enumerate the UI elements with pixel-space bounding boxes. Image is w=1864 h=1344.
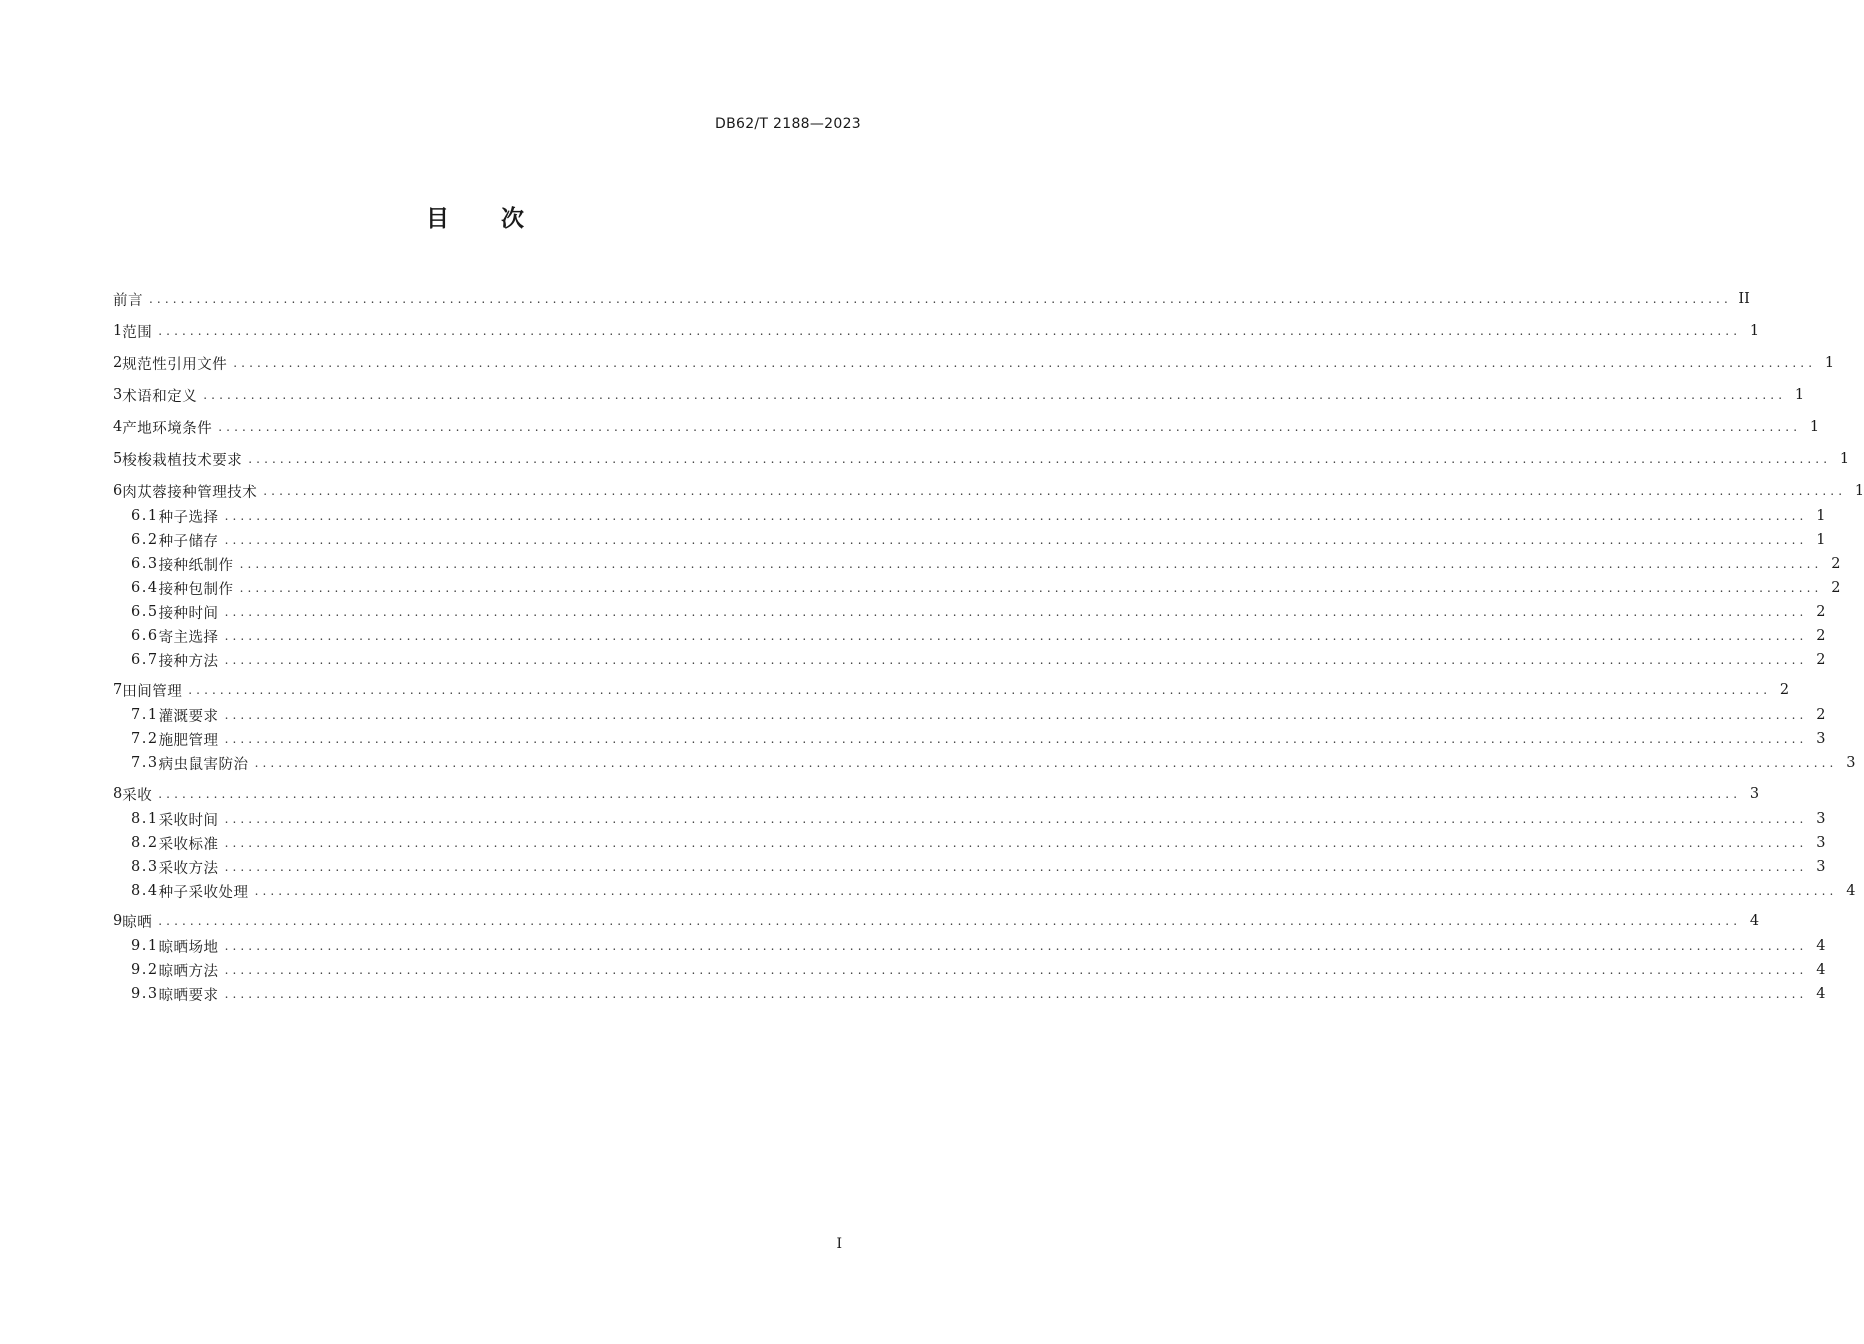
toc-entry-page: 1 (1816, 532, 1826, 548)
toc-dot-leader: ........................................................................................................................................................................................................ (218, 420, 1802, 434)
toc-dot-leader: ........................................................................................................................................................................................................ (239, 557, 1823, 571)
toc-entry[interactable] (113, 832, 1826, 854)
toc-entry-page: 4 (1816, 938, 1826, 954)
toc-entry-number: 6.7 (131, 652, 159, 668)
toc-entry-number: 2 (113, 355, 123, 371)
toc-entry-label: 术语和定义 (122, 388, 198, 405)
toc-entry-number: 5 (113, 451, 123, 467)
toc-entry[interactable] (113, 728, 1826, 750)
toc-entry[interactable] (113, 505, 1826, 527)
toc-entry-page: 4 (1846, 883, 1856, 899)
toc-entry[interactable] (113, 601, 1826, 623)
toc-dot-leader: ........................................................................................................................................................................................................ (224, 605, 1808, 619)
toc-entry-label: 采收时间 (158, 812, 219, 829)
toc-entry-label: 接种方法 (158, 653, 219, 670)
toc-entry-label: 寄主选择 (158, 629, 219, 646)
toc-entry[interactable] (113, 679, 1790, 701)
toc-entry-page: 3 (1846, 755, 1856, 771)
toc-entry[interactable] (113, 752, 1856, 774)
toc-dot-leader: ........................................................................................................................................................................................................ (149, 292, 1732, 306)
toc-entry-page: 1 (1839, 451, 1850, 467)
toc-entry[interactable] (113, 577, 1841, 599)
toc-entry-page: 2 (1831, 556, 1841, 572)
toc-dot-leader: ........................................................................................................................................................................................................ (233, 356, 1817, 370)
toc-entry-number: 9.3 (131, 986, 159, 1002)
toc-entry-label: 采收方法 (158, 860, 219, 877)
toc-entry-number: 8.4 (131, 883, 159, 899)
page-title-char-2: 次 (501, 206, 524, 232)
toc-entry-page: 1 (1749, 323, 1760, 339)
toc-entry-number: 6.1 (131, 508, 159, 524)
toc-entry-label: 种子储存 (158, 533, 219, 550)
toc-entry-label: 梭梭栽植技术要求 (122, 452, 243, 469)
toc-entry-page: 1 (1794, 387, 1805, 403)
page-title-char-1: 目 (426, 206, 449, 232)
toc-dot-leader: ........................................................................................................................................................................................................ (224, 860, 1808, 874)
toc-entry[interactable] (113, 384, 1805, 406)
toc-dot-leader: ........................................................................................................................................................................................................ (224, 836, 1808, 850)
toc-entry[interactable] (113, 288, 1750, 310)
toc-entry-number: 7.2 (131, 731, 159, 747)
toc-entry-number: 6 (113, 483, 123, 499)
toc-entry[interactable] (113, 910, 1760, 932)
toc-entry-label: 病虫鼠害防治 (158, 756, 249, 773)
toc-entry[interactable] (113, 935, 1826, 957)
toc-entry[interactable] (113, 352, 1835, 374)
toc-entry[interactable] (113, 856, 1826, 878)
toc-entry-page: 4 (1816, 986, 1826, 1002)
toc-entry-label: 规范性引用文件 (122, 356, 228, 373)
toc-entry-number: 7 (113, 682, 123, 698)
toc-entry[interactable] (113, 416, 1820, 438)
toc-entry-number: 7.3 (131, 755, 159, 771)
toc-entry-page: 2 (1816, 628, 1826, 644)
toc-entry-page: 3 (1749, 786, 1760, 802)
toc-entry-label: 种子选择 (158, 509, 219, 526)
toc-dot-leader: ........................................................................................................................................................................................................ (224, 509, 1808, 523)
page-title (0, 200, 950, 233)
toc-entry-page: 4 (1816, 962, 1826, 978)
toc-dot-leader: ........................................................................................................................................................................................................ (224, 708, 1808, 722)
toc-dot-leader: ........................................................................................................................................................................................................ (224, 987, 1808, 1001)
toc-entry[interactable] (113, 320, 1760, 342)
toc-entry-number: 8 (113, 786, 123, 802)
toc-entry-number: 9 (113, 913, 123, 929)
toc-entry-page: 1 (1816, 508, 1826, 524)
toc-dot-leader: ........................................................................................................................................................................................................ (224, 939, 1808, 953)
toc-entry-number: 4 (113, 419, 123, 435)
toc-entry-page: 2 (1816, 604, 1826, 620)
toc-entry-label: 田间管理 (122, 683, 183, 700)
toc-entry-page: 3 (1816, 811, 1826, 827)
toc-entry-label: 晾晒 (122, 914, 153, 931)
toc-entry-page: II (1738, 291, 1750, 307)
toc-entry-label: 接种时间 (158, 605, 219, 622)
toc-entry-label: 晾晒要求 (158, 987, 219, 1004)
toc-entry-number: 8.3 (131, 859, 159, 875)
toc-entry-label: 接种纸制作 (158, 557, 234, 574)
toc-entry-label: 灌溉要求 (158, 708, 219, 725)
toc-entry-number: 6.4 (131, 580, 159, 596)
toc-entry-label: 施肥管理 (158, 732, 219, 749)
toc-entry[interactable] (113, 959, 1826, 981)
toc-dot-leader: ........................................................................................................................................................................................................ (254, 756, 1838, 770)
toc-dot-leader: ........................................................................................................................................................................................................ (239, 581, 1823, 595)
toc-entry-page: 2 (1779, 682, 1790, 698)
toc-entry-page: 3 (1816, 835, 1826, 851)
toc-dot-leader: ........................................................................................................................................................................................................ (224, 732, 1808, 746)
toc-entry-page: 2 (1816, 707, 1826, 723)
toc-entry-label: 采收 (122, 787, 153, 804)
toc-dot-leader: ........................................................................................................................................................................................................ (188, 683, 1772, 697)
toc-entry-page: 4 (1749, 913, 1760, 929)
toc-dot-leader: ........................................................................................................................................................................................................ (248, 452, 1832, 466)
toc-entry[interactable] (113, 704, 1826, 726)
toc-entry-page: 1 (1809, 419, 1820, 435)
toc-entry[interactable] (113, 983, 1826, 1005)
toc-dot-leader: ........................................................................................................................................................................................................ (158, 914, 1742, 928)
toc-entry-page: 3 (1816, 859, 1826, 875)
toc-entry-number: 1 (113, 323, 123, 339)
toc-dot-leader: ........................................................................................................................................................................................................ (203, 388, 1787, 402)
toc-dot-leader: ........................................................................................................................................................................................................ (158, 324, 1742, 338)
toc-entry[interactable] (113, 553, 1841, 575)
toc-entry-page: 3 (1816, 731, 1826, 747)
toc-dot-leader: ........................................................................................................................................................................................................ (224, 963, 1808, 977)
toc-entry[interactable] (113, 783, 1760, 805)
toc-dot-leader: ........................................................................................................................................................................................................ (224, 812, 1808, 826)
toc-entry-number: 6.2 (131, 532, 159, 548)
toc-entry-number: 9.2 (131, 962, 159, 978)
page-number: I (836, 1236, 842, 1252)
toc-dot-leader: ........................................................................................................................................................................................................ (158, 787, 1742, 801)
toc-entry-label: 肉苁蓉接种管理技术 (122, 484, 258, 501)
toc-entry-number: 3 (113, 387, 123, 403)
toc-dot-leader: ........................................................................................................................................................................................................ (263, 484, 1847, 498)
toc-entry-page: 1 (1854, 483, 1864, 499)
toc-entry-number: 9.1 (131, 938, 159, 954)
toc-entry-label: 范围 (122, 324, 153, 341)
toc-dot-leader: ........................................................................................................................................................................................................ (224, 533, 1808, 547)
toc-entry-page: 1 (1824, 355, 1835, 371)
toc-entry-label: 晾晒方法 (158, 963, 219, 980)
toc-entry-number: 6.3 (131, 556, 159, 572)
toc-entry-label: 晾晒场地 (158, 939, 219, 956)
toc-entry-number: 7.1 (131, 707, 159, 723)
toc-entry-number: 6.6 (131, 628, 159, 644)
toc-entry-number: 6.5 (131, 604, 159, 620)
toc-entry-page: 2 (1816, 652, 1826, 668)
toc-entry-label: 前言 (113, 292, 143, 309)
toc-dot-leader: ........................................................................................................................................................................................................ (224, 629, 1808, 643)
document-code: DB62/T 2188—2023 (715, 116, 861, 132)
toc-entry[interactable] (113, 625, 1826, 647)
toc-entry-label: 采收标准 (158, 836, 219, 853)
toc-dot-leader: ........................................................................................................................................................................................................ (224, 653, 1808, 667)
toc-entry-number: 8.2 (131, 835, 159, 851)
toc-entry[interactable] (113, 649, 1826, 671)
toc-dot-leader: ........................................................................................................................................................................................................ (254, 884, 1838, 898)
toc-entry-label: 接种包制作 (158, 581, 234, 598)
toc-entry-label: 产地环境条件 (122, 420, 213, 437)
toc-entry-number: 8.1 (131, 811, 159, 827)
toc-entry[interactable] (113, 529, 1826, 551)
toc-entry-label: 种子采收处理 (158, 884, 249, 901)
toc-entry[interactable] (113, 880, 1856, 902)
toc-entry[interactable] (113, 480, 1864, 502)
toc-entry[interactable] (113, 808, 1826, 830)
toc-entry-page: 2 (1831, 580, 1841, 596)
toc-entry[interactable] (113, 448, 1850, 470)
